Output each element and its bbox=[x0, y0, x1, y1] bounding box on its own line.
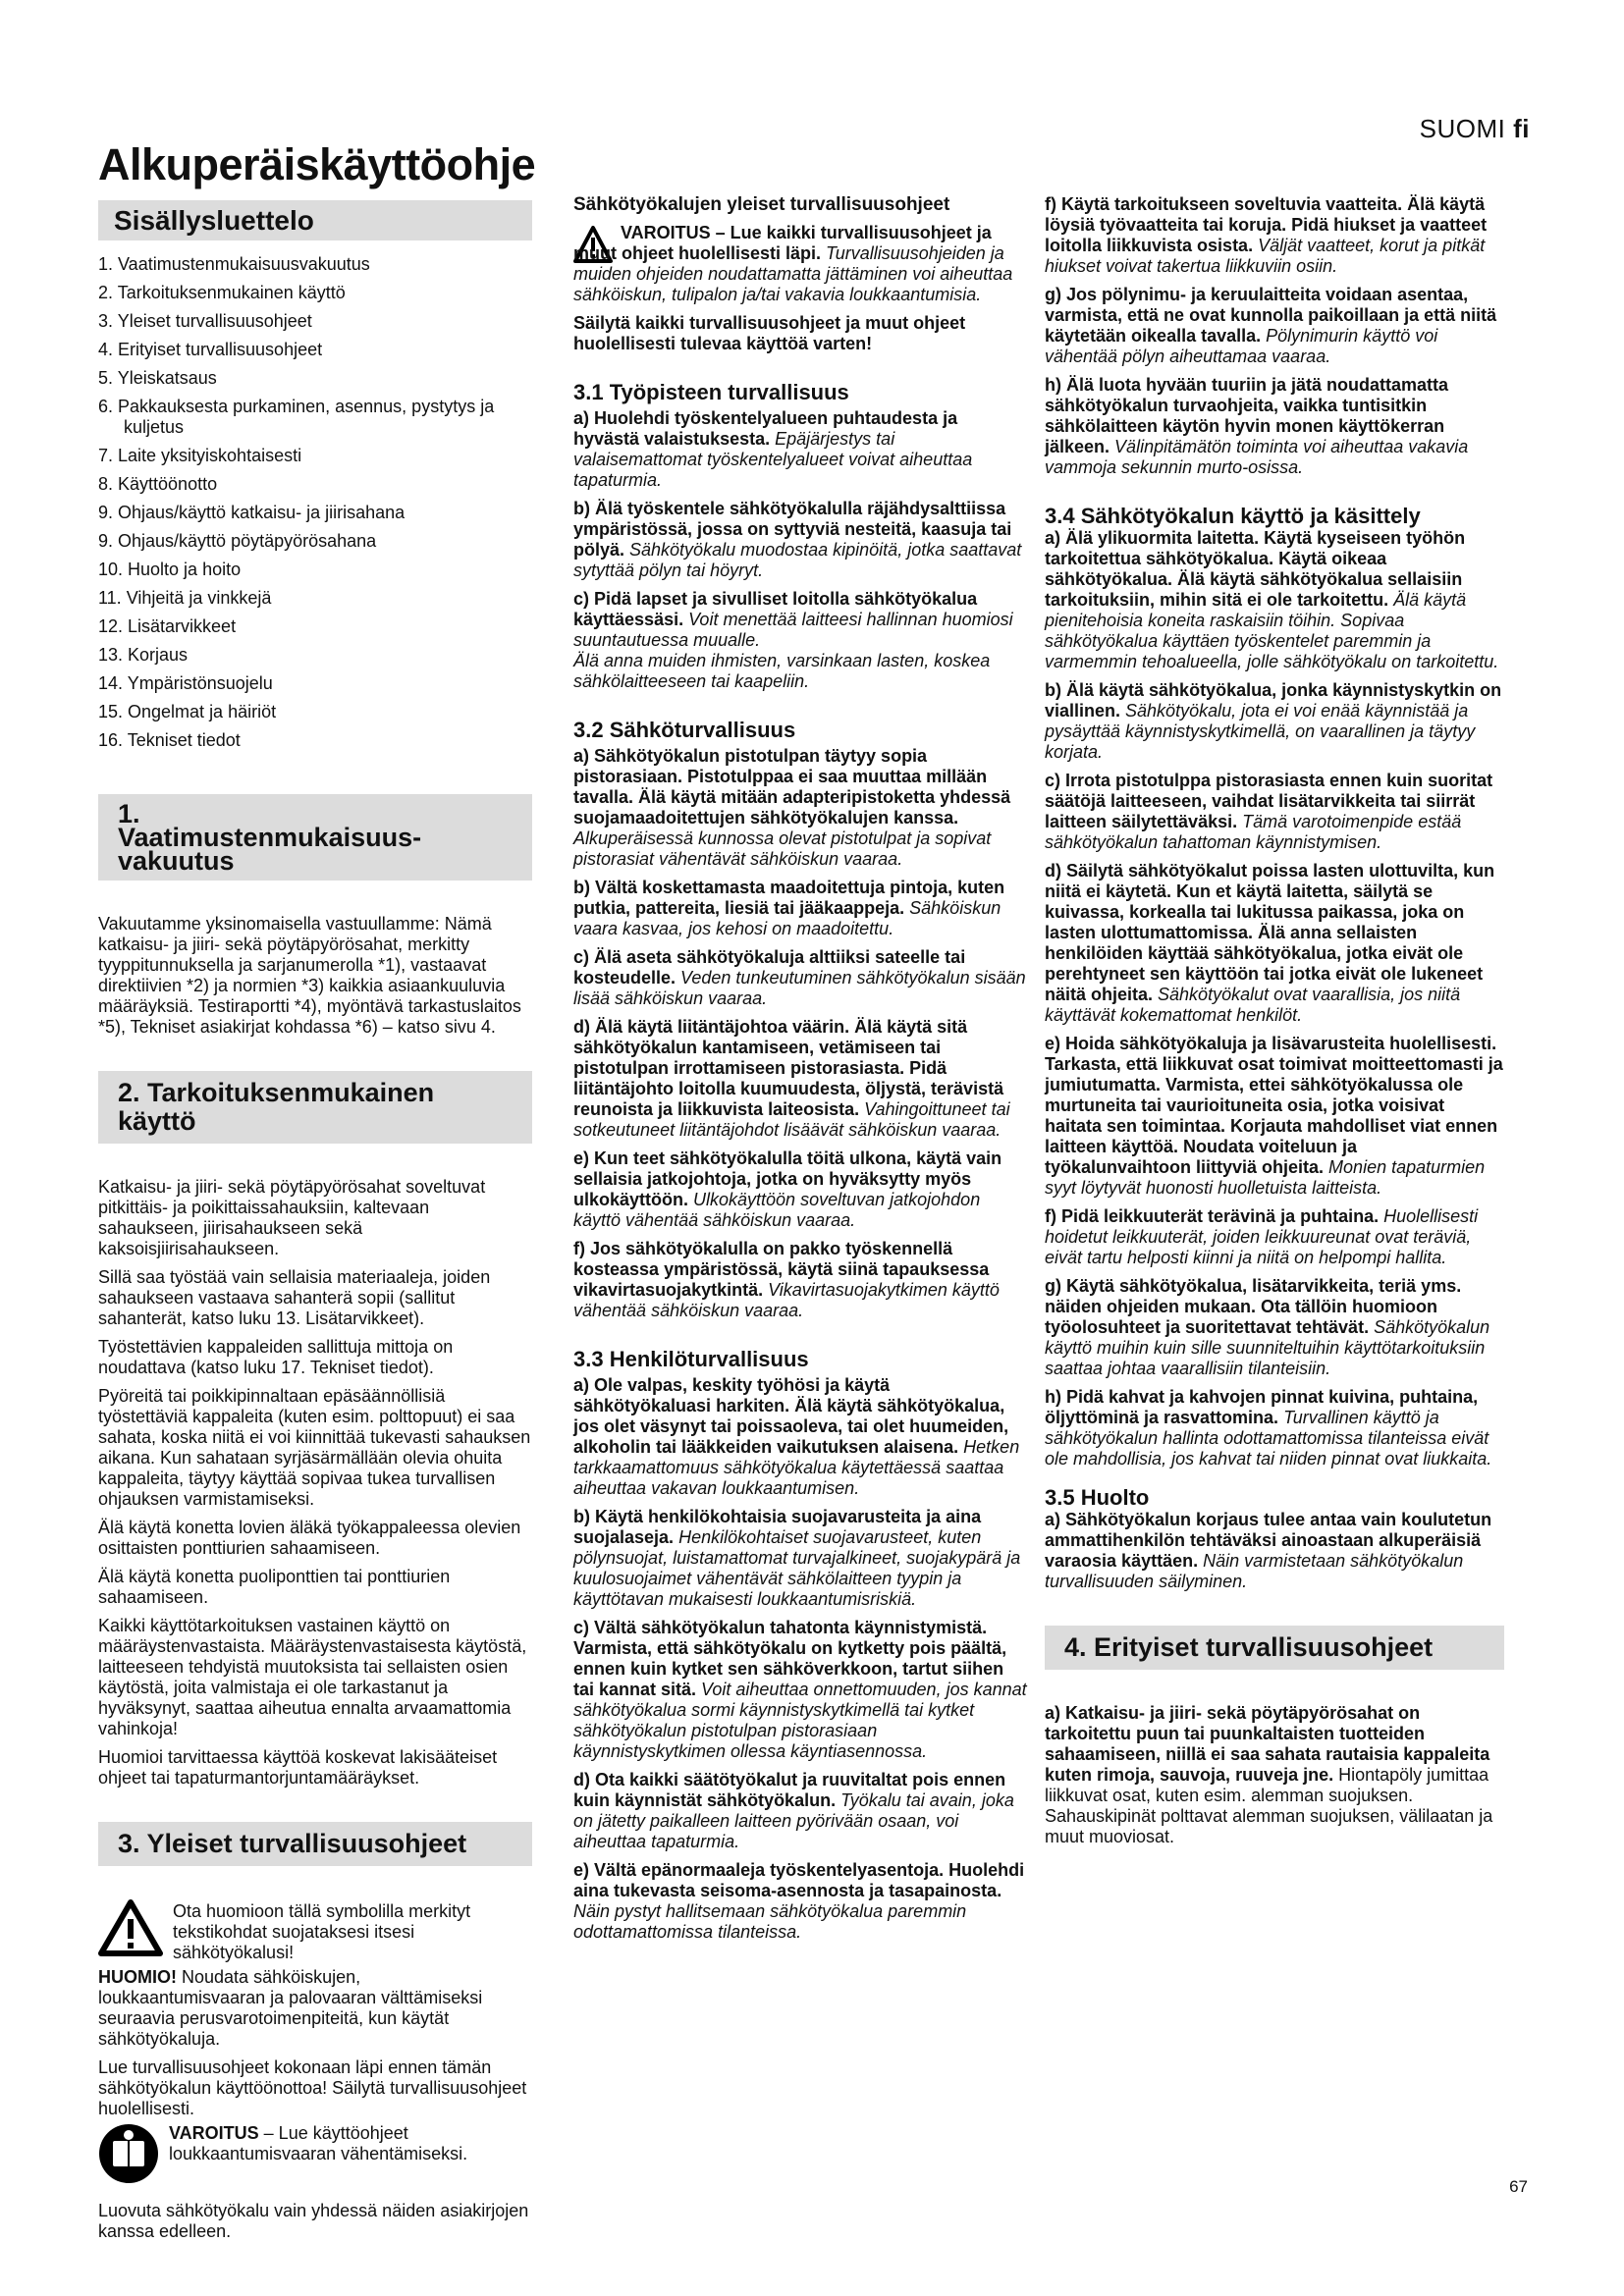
rule-3-4-d: d) Säilytä sähkötyökalut poissa lasten ulottuvilta, kun niitä ei käytetä. Kun et käytä laitetta, säilytä se kuivassa, korkealla tai lukitussa paikassa, joka on lasten ulottumattomissa. Älä anna sellaisten henkilöiden käyttää sähkötyökalua, jotka eivät ole perehtyneet sen käyttöön tai jotka eivät ole lukeneet näitä ohjeita. bbox=[1045, 861, 1495, 1004]
conformity-text: Vakuutamme yksinomaisella vastuullamme: Nämä katkaisu- ja jiiri- sekä pöytäpyörösahat, merkitty tyyppitunnuksella ja sarjanumerolla *1), vastaavat direktiivien *2) ja normien *3) kaikkia asiaankuuluvia määräyksiä. Testiraportti *4), myöntävä tarkastuslaitos *5), Tekniset asiakirjat kohdassa *6) – katso sivu 4. bbox=[98, 914, 521, 1037]
intended-use-p4: Pyöreitä tai poikkipinnaltaan epäsäännöllisiä työstettäviä kappaleita (kuten esim. polttopuut) ei saa sahata, koska niitä ei voi kiinnittää tukevasti sahauksen aikana. Kun sahataan syrjäsärmällään olevia ohuita kappaleita, täytyy käyttää sopivaa tukea turvallisen ohjauksen varmistamiseksi. bbox=[98, 1386, 531, 1509]
keep-instructions-text: Säilytä kaikki turvallisuusohjeet ja muut ohjeet huolellisesti tulevaa käyttöä varten! bbox=[573, 313, 966, 353]
rule-3-1-b: b) Älä työskentele sähkötyökalulla räjähdysalttiissa ympäristössä, jossa on syttyviä nesteitä, kaasuja tai pölyä. bbox=[573, 499, 1012, 560]
rule-3-2-f-note: Vikavirtasuojakytkimen käyttö vähentää sähköiskun vaaraa. bbox=[573, 1280, 1000, 1320]
rule-3-4-b-note: Sähkötyökalu, jota ei voi enää käynnistää ja pysäyttää käynnistyskytkimellä, on vaarallinen ja täytyy korjata. bbox=[1045, 701, 1476, 762]
rule-3-4-d-note: Sähkötyökalut ovat vaarallisia, jos niitä käyttävät kokemattomat henkilöt. bbox=[1045, 985, 1461, 1025]
rule-3-3-h-note: Välinpitämätön toiminta voi aiheuttaa vakavia vammoja sekunnin murto-osissa. bbox=[1045, 437, 1469, 477]
warning-triangle-icon bbox=[98, 1899, 163, 1961]
rule-3-4-f: f) Pidä leikkuuterät terävinä ja puhtaina. bbox=[1045, 1206, 1380, 1226]
intended-use-p5: Älä käytä konetta lovien äläkä työkappaleessa olevien osittaisten ponttiurien sahaamiseen. bbox=[98, 1518, 521, 1558]
rule-4-a-note: Hiontapöly jumittaa liikkuvat osat, kuten esim. alemman suojuksen. Sahauskipinät polttavat alemman suojuksen, välilaatan ja muut muoviosat. bbox=[1045, 1765, 1493, 1846]
language-name: SUOMI bbox=[1419, 114, 1506, 143]
symbol-note bbox=[98, 1899, 532, 1963]
language-header bbox=[1420, 114, 1530, 144]
read-manual-warning bbox=[98, 2123, 532, 2189]
document-title: Alkuperäiskäyttöohje bbox=[98, 139, 536, 189]
read-instructions-text: Lue turvallisuusohjeet kokonaan läpi ennen tämän sähkötyökalun käyttöönottoa! Säilytä turvallisuusohjeet huolellisesti. bbox=[98, 2057, 527, 2118]
toc-item[interactable]: 10. Huolto ja hoito bbox=[98, 560, 242, 579]
rule-3-2-a: a) Sähkötyökalun pistotulpan täytyy sopia pistorasiaan. Pistotulppaa ei saa muuttaa millään tavalla. Älä käytä mitään adapteripistoketta yhdessä suojamaadoitettujen sähkötyökalujen kanssa. bbox=[573, 746, 1011, 828]
toc-item[interactable]: 3. Yleiset turvallisuusohjeet bbox=[98, 311, 312, 331]
rule-3-2-a-note: Alkuperäisessä kunnossa olevat pistotulpat ja sopivat pistorasiat vähentävät sähköiskun vaaraa. bbox=[573, 828, 992, 869]
rule-3-3-e: e) Vältä epänormaaleja työskentelyasentoja. Huolehdi aina tukevasta seisoma-asennosta ja tasapainosta. bbox=[573, 1860, 1025, 1900]
column-middle bbox=[573, 194, 1027, 1943]
rule-3-3-f-note: Väljät vaatteet, korut ja pitkät hiukset voivat takertua liikkuviin osiin. bbox=[1045, 236, 1486, 276]
rule-3-2-d-note: Vahingoittuneet tai sotkeutuneet liitäntäjohdot lisäävät sähköiskun vaaraa. bbox=[573, 1099, 1010, 1140]
rule-4-a: a) Katkaisu- ja jiiri- sekä pöytäpyörösahat on tarkoitettu puun tai puunkaltaisten tuotteiden sahaamiseen, niillä ei saa sahata rautaisia kappaleita kuten rimoja, sauvoja, ruuveja jne. bbox=[1045, 1703, 1490, 1785]
intended-use-p1: Katkaisu- ja jiiri- sekä pöytäpyörösahat soveltuvat pitkittäis- ja poikittaissahauksiin, kaltevaan sahaukseen, jiirisahaukseen sekä kaksoisjiirisahaukseen. bbox=[98, 1177, 486, 1258]
intended-use-p3: Työstettävien kappaleiden sallittuja mittoja on noudattava (katso luku 17. Tekniset tiedot). bbox=[98, 1337, 454, 1377]
rule-3-1-c: c) Pidä lapset ja sivulliset loitolla sähkötyökalua käyttäessäsi. bbox=[573, 589, 978, 629]
warning-label: VAROITUS bbox=[169, 2123, 259, 2143]
rule-3-2-b-note: Sähköiskun vaara kasvaa, jos kehosi on maadoitettu. bbox=[573, 898, 1001, 938]
toc-item[interactable]: 1. Vaatimustenmukaisuusvakuutus bbox=[98, 254, 370, 274]
handover-text: Luovuta sähkötyökalu vain yhdessä näiden asiakirjojen kanssa edelleen. bbox=[98, 2201, 529, 2241]
toc-heading: Sisällysluettelo bbox=[98, 200, 532, 240]
intended-use-p7: Kaikki käyttötarkoituksen vastainen käyttö on määräystenvastaista. Määräystenvastaisesta käytöstä, laitteeseen tehdyistä muutoksista tai sellaisten osien käytöstä, joita valmistaja ei ole tarkastanut ja hyväksynyt, saattaa aiheutua ennalta arvaamattomia vahinkoja! bbox=[98, 1616, 527, 1738]
toc-item[interactable]: 8. Käyttöönotto bbox=[98, 474, 218, 494]
intended-use-p8: Huomioi tarvittaessa käyttöä koskevat lakisääteiset ohjeet tai tapaturmantorjuntamääräykset. bbox=[98, 1747, 498, 1788]
column-right bbox=[1045, 194, 1504, 1847]
rule-3-4-b: b) Älä käytä sähkötyökalua, jonka käynnistyskytkin on viallinen. bbox=[1045, 680, 1502, 721]
section-heading-1: 1. Vaatimustenmukaisuus-vakuutus bbox=[98, 794, 532, 881]
section-heading-3-4: 3.4 Sähkötyökalun käyttö ja käsittely bbox=[1045, 504, 1421, 528]
toc-list bbox=[98, 250, 532, 755]
rule-3-4-c-note: Tämä varotoimenpide estää sähkötyökalun tahattoman käynnistymisen. bbox=[1045, 812, 1462, 852]
intended-use-p6: Älä käytä konetta puoliponttien tai ponttiurien sahaamiseen. bbox=[98, 1567, 451, 1607]
section-heading-3-5: 3.5 Huolto bbox=[1045, 1485, 1150, 1510]
note-text: Noudata sähköiskujen, loukkaantumisvaaran ja palovaaran välttämiseksi seuraavia perusvarotoimenpiteitä, kun käytät sähkötyökaluja. bbox=[98, 1967, 483, 2049]
rule-3-1-c-note: Voit menettää laitteesi hallinnan huomiosi suuntautuessa muualle. bbox=[573, 610, 1013, 650]
column-left bbox=[98, 200, 532, 2242]
rule-3-3-a-note: Hetken tarkkaamattomuus sähkötyökalua käytettäessä saattaa aiheuttaa vakavan loukkaantumisen. bbox=[573, 1437, 1020, 1498]
rule-3-5-a: a) Sähkötyökalun korjaus tulee antaa vain koulutetun ammattihenkilön tehtäväksi ainoastaan alkuperäisiä varaosia käyttäen. bbox=[1045, 1510, 1492, 1571]
page-number: 67 bbox=[1509, 2177, 1528, 2196]
rule-3-5-a-note: Näin varmistetaan sähkötyökalun turvallisuuden säilyminen. bbox=[1045, 1551, 1464, 1591]
rule-3-4-c: c) Irrota pistotulppa pistorasiasta ennen kuin suoritat säätöjä laitteeseen, vaihdat lisätarvikkeita tai siirrät laitteen säilytettäväksi. bbox=[1045, 771, 1493, 831]
warning-text: – Lue käyttöohjeet loukkaantumisvaaran vähentämiseksi. bbox=[169, 2123, 468, 2163]
rule-3-2-e-note: Ulkokäyttöön soveltuvan jatkojohdon käyttö vähentää sähköiskun vaaraa. bbox=[573, 1190, 981, 1230]
section-heading-4: 4. Erityiset turvallisuusohjeet bbox=[1045, 1626, 1504, 1670]
symbol-note-text: Ota huomioon tällä symbolilla merkityt tekstikohdat suojataksesi itsesi sähkötyökalusi! bbox=[173, 1901, 471, 1962]
read-manual-icon bbox=[98, 2123, 159, 2189]
toc-item[interactable]: 4. Erityiset turvallisuusohjeet bbox=[98, 340, 323, 359]
intended-use-p2: Sillä saa työstää vain sellaisia materiaaleja, joiden sahaukseen vastaava sahanterä sopii (sallitut sahanterät, katso luku 13. Lisätarvikkeet). bbox=[98, 1267, 491, 1328]
toc-item[interactable]: 9. Ohjaus/käyttö katkaisu- ja jiirisahana bbox=[98, 503, 406, 522]
note-label: HUOMIO! bbox=[98, 1967, 177, 1987]
rule-3-4-f-note: Huolellisesti hoidetut leikkuuterät, joiden leikkuureunat ovat teräviä, eivät tartu helposti kiinni ja niitä on helpompi hallita. bbox=[1045, 1206, 1479, 1267]
rule-3-1-a-note: Epäjärjestys tai valaisemattomat työskentelyalueet voivat aiheuttaa tapaturmia. bbox=[573, 429, 973, 490]
section-heading-3-1: 3.1 Työpisteen turvallisuus bbox=[573, 380, 849, 404]
general-warning-bold: VAROITUS – Lue kaikki turvallisuusohjeet ja muut ohjeet huolellisesti läpi. bbox=[573, 223, 992, 263]
rule-3-3-d-note: Työkalu tai avain, joka on jätetty paikalleen laitteen pyörivään osaan, voi aiheuttaa tapaturmia. bbox=[573, 1790, 1014, 1851]
toc-item[interactable]: 7. Laite yksityiskohtaisesti bbox=[98, 446, 302, 465]
toc-item[interactable]: 5. Yleiskatsaus bbox=[98, 368, 217, 388]
rule-3-3-h: h) Älä luota hyvään tuuriin ja jätä noudattamatta sähkötyökalun turvaohjeita, vaikka tuntisitkin sähkölaitteen käytön hyvin monen käyttökerran jälkeen. bbox=[1045, 375, 1449, 456]
rule-3-1-c-note-2: Älä anna muiden ihmisten, varsinkaan lasten, koskea sähkölaitteeseen tai kaapeliin. bbox=[573, 651, 991, 691]
rule-3-4-e-note: Monien tapaturmien syyt löytyvät huonosti huolletuista laitteista. bbox=[1045, 1157, 1486, 1198]
toc-item[interactable]: 9. Ohjaus/käyttö pöytäpyörösahana bbox=[98, 531, 377, 551]
rule-3-4-g: g) Käytä sähkötyökalua, lisätarvikkeita, teriä yms. näiden ohjeiden mukaan. Ota tällöin huomioon työolosuhteet ja suoritettavat tehtävät. bbox=[1045, 1276, 1462, 1337]
toc-item[interactable]: 14. Ympäristönsuojelu bbox=[98, 673, 273, 693]
toc-item[interactable]: 12. Lisätarvikkeet bbox=[98, 616, 237, 636]
rule-3-3-c-note: Voit aiheuttaa onnettomuuden, jos kannat sähkötyökalua sormi käynnistyskytkimellä tai kytket sähkötyökalun pistotulpan pistorasiaan käynnistyskytkimen ollessa käyntiasennossa. bbox=[573, 1680, 1027, 1761]
rule-3-3-e-note: Näin pystyt hallitsemaan sähkötyökalua paremmin odottamattomissa tilanteissa. bbox=[573, 1901, 967, 1942]
rule-3-4-e: e) Hoida sähkötyökaluja ja lisävarusteita huolellisesti. Tarkasta, että liikkuvat osat toimivat moitteettomasti ja jumiutumatta. Varmista, ettei sähkötyökalussa ole murtuneita tai vaurioituneita osia, jotka voisivat haitata sen toimintaa. Korjauta mahdolliset viat ennen laitteen käyttöä. Noudata voiteluun ja työkalunvaihtoon liittyviä ohjeita. bbox=[1045, 1034, 1503, 1177]
rule-3-3-g-note: Pölynimurin käyttö voi vähentää pölyn aiheuttamaa vaaraa. bbox=[1045, 326, 1438, 366]
rule-3-3-d: d) Ota kaikki säätötyökalut ja ruuvitaltat pois ennen kuin käynnistät sähkötyökalun. bbox=[573, 1770, 1006, 1810]
toc-item[interactable]: 15. Ongelmat ja häiriöt bbox=[98, 702, 277, 721]
rule-3-4-g-note: Sähkötyökalun käyttö muihin kuin sille suunniteltuihin käyttötarkoituksiin saattaa johtaa vaarallisiin tilanteisiin. bbox=[1045, 1317, 1490, 1378]
rule-3-3-b-note: Henkilökohtaiset suojavarusteet, kuten pölynsuojat, luistamattomat turvajalkineet, suojakypärä ja kuulosuojaimet vähentävät sähkölaitteen tyypin ja käyttötavan mukaisesti loukkaantumisriskiä. bbox=[573, 1527, 1021, 1609]
toc-item[interactable]: 16. Tekniset tiedot bbox=[98, 730, 241, 750]
toc-item[interactable]: 2. Tarkoituksenmukainen käyttö bbox=[98, 283, 346, 302]
rule-3-3-a: a) Ole valpas, keskity työhösi ja käytä sähkötyökaluasi harkiten. Älä käytä sähkötyökalua, jos olet väsynyt tai poissaoleva, tai olet huumeiden, alkoholin tai lääkkeiden vaikutuksen alaisena. bbox=[573, 1375, 1009, 1457]
rule-3-3-b: b) Käytä henkilökohtaisia suojavarusteita ja aina suojalaseja. bbox=[573, 1507, 982, 1547]
rule-3-4-a-note: Älä käytä pienitehoisia koneita raskaisiin töihin. Sopivaa sähkötyökalua käyttäen työskentelet paremmin ja varmemmin tehoalueella, jolle sähkötyökalu on tarkoitettu. bbox=[1045, 590, 1499, 671]
section-heading-3-3: 3.3 Henkilöturvallisuus bbox=[573, 1347, 809, 1371]
rule-3-1-b-note: Sähkötyökalu muodostaa kipinöitä, jotka saattavat sytyttää pölyn tai höyryt. bbox=[573, 540, 1022, 580]
rule-3-3-g: g) Jos pölynimu- ja keruulaitteita voidaan asentaa, varmista, että ne ovat kunnolla paikoillaan ja että niitä käytetään oikealla tavalla. bbox=[1045, 285, 1497, 346]
general-warning-italic: Turvallisuusohjeiden ja muiden ohjeiden noudattamatta jättäminen voi aiheuttaa sähköiskun, tulipalon ja/tai vakavia loukkaantumisia. bbox=[573, 243, 1013, 304]
rule-3-2-e: e) Kun teet sähkötyökalulla töitä ulkona, käytä vain sellaisia jatkojohtoja, jotka on hyväksytty myös ulkokäyttöön. bbox=[573, 1148, 1002, 1209]
toc-item[interactable]: 6. Pakkauksesta purkaminen, asennus, pystytys ja kuljetus bbox=[98, 397, 495, 437]
rule-3-4-a: a) Älä ylikuormita laitetta. Käytä kyseiseen työhön tarkoitettua sähkötyökalua. Käytä oikeaa sähkötyökalua. Älä käytä sähkötyökalua sellaisiin tarkoituksiin, mihin sitä ei ole tarkoitettu. bbox=[1045, 528, 1466, 610]
rule-3-2-c-note: Veden tunkeutuminen sähkötyökalun sisään lisää sähköiskun vaaraa. bbox=[573, 968, 1026, 1008]
section-heading-3: 3. Yleiset turvallisuusohjeet bbox=[98, 1822, 532, 1866]
rule-3-3-c: c) Vältä sähkötyökalun tahatonta käynnistymistä. Varmista, että sähkötyökalu on kytketty pois päältä, ennen kuin kytket sen sähköverkkoon, tartut siihen tai kannat sitä. bbox=[573, 1618, 1007, 1699]
rule-3-4-h: h) Pidä kahvat ja kahvojen pinnat kuivina, puhtaina, öljyttöminä ja rasvattomina. bbox=[1045, 1387, 1479, 1427]
rule-3-1-a: a) Huolehdi työskentelyalueen puhtaudesta ja hyvästä valaistuksesta. bbox=[573, 408, 958, 449]
language-code: fi bbox=[1513, 114, 1530, 143]
toc-item[interactable]: 13. Korjaus bbox=[98, 645, 189, 665]
rule-3-2-f: f) Jos sähkötyökalulla on pakko työskennellä kosteassa ympäristössä, käytä siinä tapauksessa vikavirtasuojakytkintä. bbox=[573, 1239, 990, 1300]
toc-item[interactable]: 11. Vihjeitä ja vinkkejä bbox=[98, 588, 272, 608]
general-safety-heading: Sähkötyökalujen yleiset turvallisuusohjeet bbox=[573, 194, 950, 215]
section-heading-2: 2. Tarkoituksenmukainen käyttö bbox=[98, 1071, 532, 1144]
rule-3-3-f: f) Käytä tarkoitukseen soveltuvia vaatteita. Älä käytä löysiä työvaatteita tai koruja. Pidä hiukset ja vaatteet loitolla liikkuvista osista. bbox=[1045, 194, 1488, 255]
rule-3-2-b: b) Vältä koskettamasta maadoitettuja pintoja, kuten putkia, pattereita, liesiä tai jääkaappeja. bbox=[573, 878, 1005, 918]
rule-3-2-d: d) Älä käytä liitäntäjohtoa väärin. Älä käytä sitä sähkötyökalun kantamiseen, vetämiseen tai pistotulpan irrottamiseen pistorasiasta. Pidä liitäntäjohto loitolla kuumuudesta, öljystä, terävistä reunoista ja liikkuvista laiteosista. bbox=[573, 1017, 1004, 1119]
rule-3-2-c: c) Älä aseta sähkötyökaluja alttiiksi sateelle tai kosteudelle. bbox=[573, 947, 966, 988]
section-heading-3-2: 3.2 Sähköturvallisuus bbox=[573, 718, 796, 742]
rule-3-4-h-note: Turvallinen käyttö ja sähkötyökalun hallinta odottamattomissa tilanteissa eivät ole mahdollisia, jos kahvat tai niiden pinnat ovat liukkaita. bbox=[1045, 1408, 1492, 1468]
